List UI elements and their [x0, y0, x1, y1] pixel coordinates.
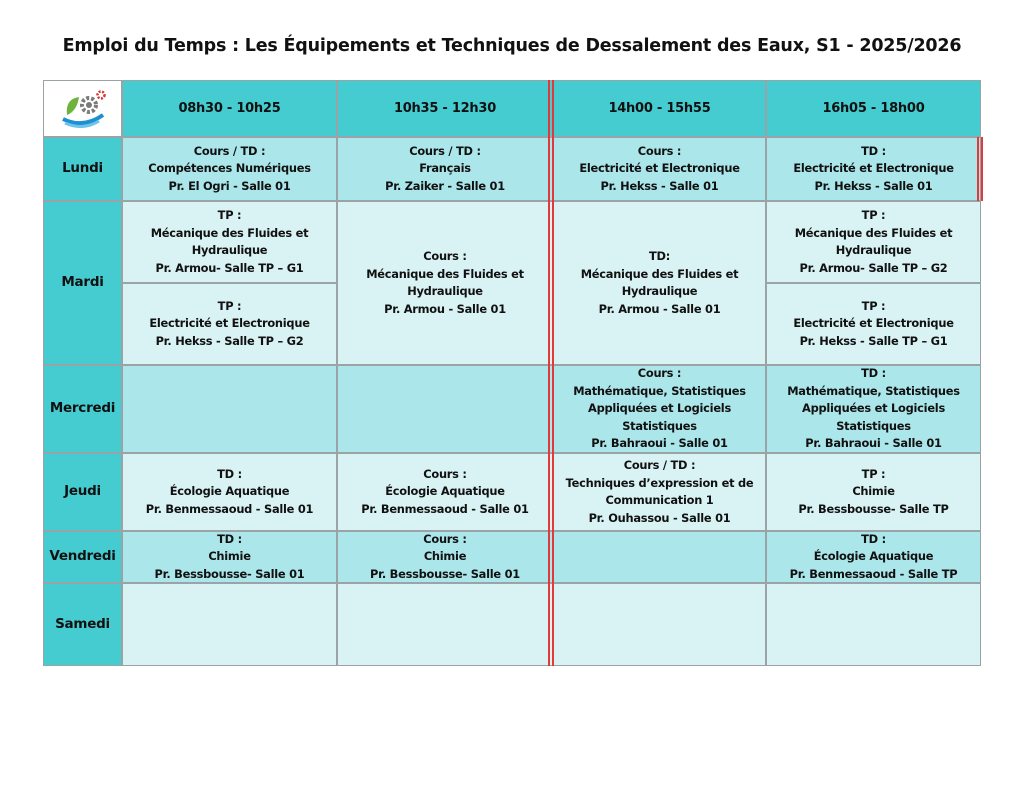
session-subject: Electricité et Electronique: [793, 161, 954, 176]
session-teacher-room: Pr. Armou- Salle TP – G2: [799, 260, 948, 275]
timeslot-header-1: 08h30 - 10h25: [122, 80, 337, 137]
session-samedi-1: [122, 583, 337, 666]
day-label-lundi: Lundi: [43, 137, 122, 201]
day-label-samedi: Samedi: [43, 583, 122, 666]
session-subject: Mécanique des Fluides et: [580, 266, 739, 281]
session-teacher-room: Pr. Hekss - Salle TP – G1: [799, 333, 948, 348]
session-teacher-room: Pr. Benmessaoud - Salle 01: [145, 501, 314, 516]
session-mardi-3: [553, 201, 766, 365]
session-teacher-room: Pr. Hekss - Salle 01: [600, 178, 719, 193]
session-mercredi-1: [122, 365, 337, 453]
session-vendredi-4: [766, 531, 981, 583]
session-samedi-3: [553, 583, 766, 666]
session-subject: Mécanique des Fluides et: [150, 225, 309, 240]
session-subject: Statistiques: [836, 418, 911, 433]
timeslot-header-2: 10h35 - 12h30: [337, 80, 553, 137]
session-subject: Electricité et Electronique: [793, 316, 954, 331]
session-mardi-4b: [766, 283, 981, 365]
session-mercredi-3: [553, 365, 766, 453]
lundi-edge-line: [977, 137, 979, 201]
session-teacher-room: Pr. Bessbousse- Salle 01: [154, 566, 305, 581]
session-type: Cours :: [423, 531, 467, 546]
session-subject: Hydraulique: [835, 243, 912, 257]
session-samedi-2: [337, 583, 553, 666]
session-type: Cours / TD :: [193, 143, 266, 158]
session-type: TD :: [861, 366, 886, 381]
session-type: TD :: [217, 466, 242, 481]
session-subject: Écologie Aquatique: [385, 484, 505, 499]
session-type: TP :: [217, 208, 242, 222]
session-subject: Electricité et Electronique: [149, 316, 310, 331]
day-label-vendredi: Vendredi: [43, 531, 122, 583]
session-subject: Communication 1: [605, 493, 714, 507]
session-teacher-room: Pr. Bessbousse- Salle TP: [798, 501, 949, 516]
session-subject: Hydraulique: [191, 243, 268, 257]
session-type: TP :: [861, 466, 886, 481]
session-type: TP :: [861, 298, 886, 313]
session-teacher-room: Pr. Ouhassou - Salle 01: [588, 510, 731, 525]
session-teacher-room: Pr. Armou- Salle TP – G1: [155, 260, 304, 275]
session-mardi-4a: [766, 201, 981, 283]
session-subject: Hydraulique: [407, 284, 483, 298]
session-teacher-room: Pr. Hekss - Salle TP – G2: [155, 333, 304, 348]
session-subject: Appliquées et Logiciels: [588, 401, 731, 416]
session-subject: Compétences Numériques: [148, 161, 311, 176]
session-type: Cours :: [637, 143, 682, 158]
session-subject: Mécanique des Fluides et: [794, 225, 953, 240]
session-teacher-room: Pr. Benmessaoud - Salle 01: [361, 501, 529, 516]
session-teacher-room: Pr. Bahraoui - Salle 01: [591, 436, 728, 451]
session-teacher-room: Pr. El Ogri - Salle 01: [168, 178, 291, 193]
page-title: Emploi du Temps : Les Équipements et Techniques de Dessalement des Eaux, S1 - 2025/2026: [62, 36, 962, 56]
session-subject: Techniques d’expression et de: [565, 475, 754, 490]
session-lundi-2: [337, 137, 553, 201]
session-vendredi-3: [553, 531, 766, 583]
day-label-mercredi: Mercredi: [43, 365, 122, 453]
session-lundi-4: [766, 137, 981, 201]
session-type: TP :: [861, 208, 886, 222]
session-subject: Mathématique, Statistiques: [787, 383, 960, 398]
session-jeudi-4: [766, 453, 981, 531]
timeslot-header-3: 14h00 - 15h55: [553, 80, 766, 137]
day-label-mardi: Mardi: [43, 201, 122, 365]
session-type: TD :: [861, 143, 886, 158]
session-teacher-room: Pr. Benmessaoud - Salle TP: [789, 566, 958, 581]
session-subject: Écologie Aquatique: [169, 484, 290, 499]
session-subject: Hydraulique: [621, 284, 698, 298]
session-jeudi-2: [337, 453, 553, 531]
session-mercredi-4: [766, 365, 981, 453]
session-teacher-room: Pr. Armou - Salle 01: [598, 301, 721, 316]
session-jeudi-1: [122, 453, 337, 531]
session-type: TP :: [217, 298, 242, 313]
session-subject: Statistiques: [622, 418, 697, 433]
gear-leaf-water-logo-icon: [53, 85, 113, 133]
session-type: Cours :: [423, 249, 467, 263]
session-jeudi-3: [553, 453, 766, 531]
logo: [43, 80, 122, 137]
session-mercredi-2: [337, 365, 553, 453]
session-mardi-2: [337, 201, 553, 365]
session-subject: Mathématique, Statistiques: [573, 383, 746, 398]
session-subject: Appliquées et Logiciels: [802, 401, 945, 416]
session-mardi-1b: [122, 283, 337, 365]
session-subject: Chimie: [208, 549, 251, 564]
session-teacher-room: Pr. Zaiker - Salle 01: [385, 178, 505, 193]
session-subject: Mécanique des Fluides et: [366, 266, 524, 281]
session-teacher-room: Pr. Bahraoui - Salle 01: [805, 436, 942, 451]
session-type: Cours / TD :: [409, 143, 481, 158]
session-type: Cours / TD :: [623, 458, 696, 472]
session-subject: Français: [419, 161, 471, 176]
session-subject: Chimie: [852, 484, 895, 499]
session-subject: Écologie Aquatique: [813, 549, 934, 564]
session-type: TD :: [861, 531, 886, 546]
session-subject: Chimie: [423, 549, 467, 564]
lundi-edge-line: [981, 137, 983, 201]
session-lundi-1: [122, 137, 337, 201]
session-samedi-4: [766, 583, 981, 666]
lunch-separator-line: [548, 80, 550, 666]
session-teacher-room: Pr. Hekss - Salle 01: [814, 178, 933, 193]
lunch-separator-line: [552, 80, 554, 666]
session-vendredi-2: [337, 531, 553, 583]
timeslot-header-4: 16h05 - 18h00: [766, 80, 981, 137]
session-type: Cours :: [637, 366, 682, 381]
day-label-jeudi: Jeudi: [43, 453, 122, 531]
session-teacher-room: Pr. Bessbousse- Salle 01: [370, 566, 520, 581]
session-mardi-1a: [122, 201, 337, 283]
session-teacher-room: Pr. Armou - Salle 01: [384, 301, 506, 316]
session-subject: Electricité et Electronique: [579, 161, 740, 176]
session-lundi-3: [553, 137, 766, 201]
session-type: TD :: [217, 531, 242, 546]
session-type: TD:: [648, 249, 671, 263]
session-vendredi-1: [122, 531, 337, 583]
session-type: Cours :: [423, 466, 467, 481]
